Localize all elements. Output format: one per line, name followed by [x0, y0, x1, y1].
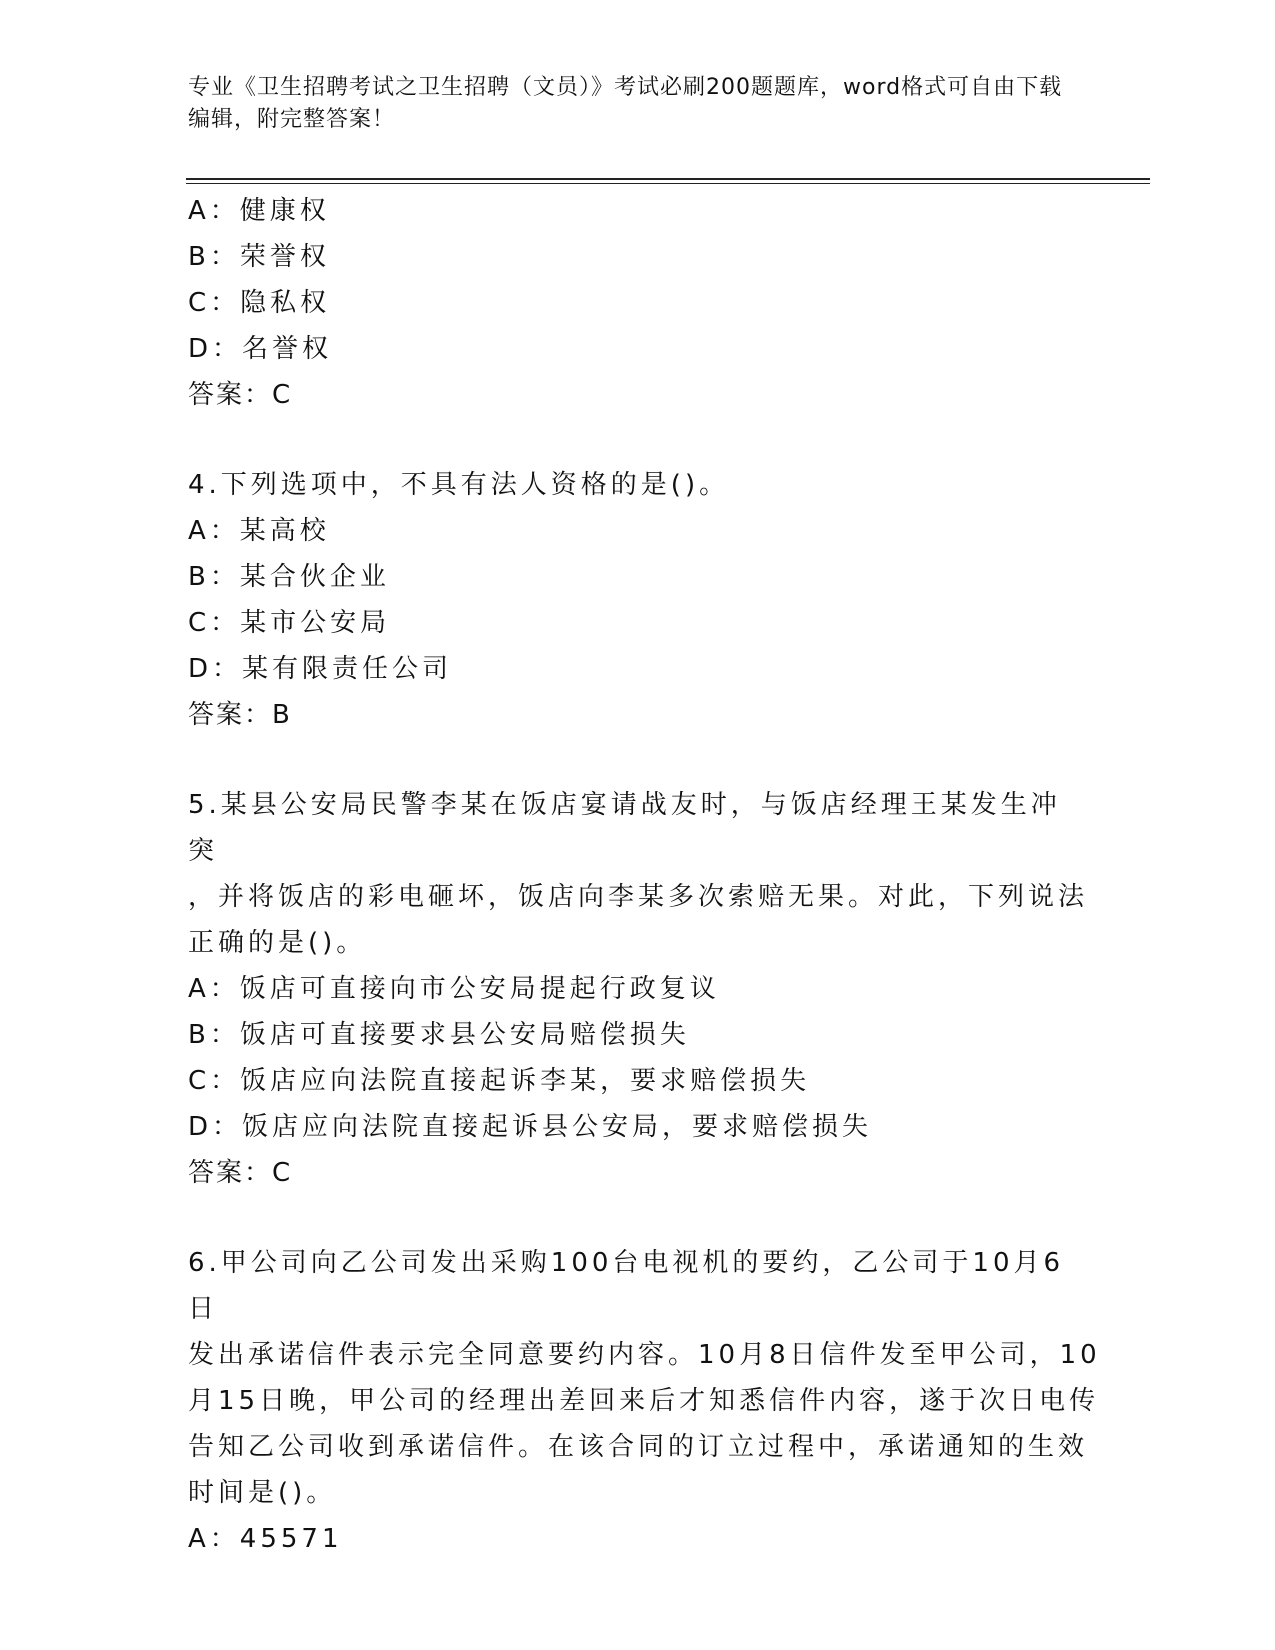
- option-a: A：健康权: [188, 196, 330, 226]
- answer: 答案：C: [188, 380, 293, 410]
- question-text-line-4: 告知乙公司收到承诺信件。在该合同的订立过程中，承诺通知的生效: [188, 1432, 1089, 1462]
- question-text-line-5: 时间是()。: [188, 1478, 337, 1508]
- question-6-block: [188, 1240, 1101, 1562]
- option-c: C：某市公安局: [188, 608, 391, 638]
- document-header: [188, 72, 1068, 136]
- question-text: 4.下列选项中，不具有法人资格的是()。: [188, 470, 730, 500]
- answer: 答案：C: [188, 1158, 293, 1188]
- option-d: D：某有限责任公司: [188, 654, 453, 684]
- option-b: B：饭店可直接要求县公安局赔偿损失: [188, 1020, 690, 1050]
- header-rule-thin: [186, 183, 1150, 184]
- question-4-block: [188, 462, 1088, 738]
- question-text-line-2: 发出承诺信件表示完全同意要约内容。10月8日信件发至甲公司，10: [188, 1340, 1101, 1370]
- question-text-line-1: 5.某县公安局民警李某在饭店宴请战友时，与饭店经理王某发生冲突: [188, 790, 1061, 866]
- document-body: [188, 188, 1101, 1562]
- question-5-block: [188, 782, 1088, 1196]
- answer: 答案：B: [188, 700, 292, 730]
- option-a: A：饭店可直接向市公安局提起行政复议: [188, 974, 720, 1004]
- question-text-line-3: 正确的是()。: [188, 928, 367, 958]
- option-c: C：隐私权: [188, 288, 331, 318]
- header-rule: [186, 178, 1150, 180]
- option-d: D：饭店应向法院直接起诉县公安局，要求赔偿损失: [188, 1112, 873, 1142]
- header-text: 专业《卫生招聘考试之卫生招聘（文员）》考试必刷200题题库，word格式可自由下载编辑，附完整答案！: [188, 75, 1063, 132]
- option-b: B：某合伙企业: [188, 562, 390, 592]
- option-c: C：饭店应向法院直接起诉李某，要求赔偿损失: [188, 1066, 811, 1096]
- option-a: A：某高校: [188, 516, 330, 546]
- question-text-line-3: 月15日晚，甲公司的经理出差回来后才知悉信件内容，遂于次日电传: [188, 1386, 1100, 1416]
- question-text-line-1: 6.甲公司向乙公司发出采购100台电视机的要约，乙公司于10月6日: [188, 1248, 1065, 1324]
- question-3-block: [188, 188, 1088, 418]
- option-a: A：45571: [188, 1524, 343, 1554]
- option-b: B：荣誉权: [188, 242, 330, 272]
- question-text-line-2: ，并将饭店的彩电砸坏，饭店向李某多次索赔无果。对此，下列说法: [188, 882, 1089, 912]
- option-d: D：名誉权: [188, 334, 333, 364]
